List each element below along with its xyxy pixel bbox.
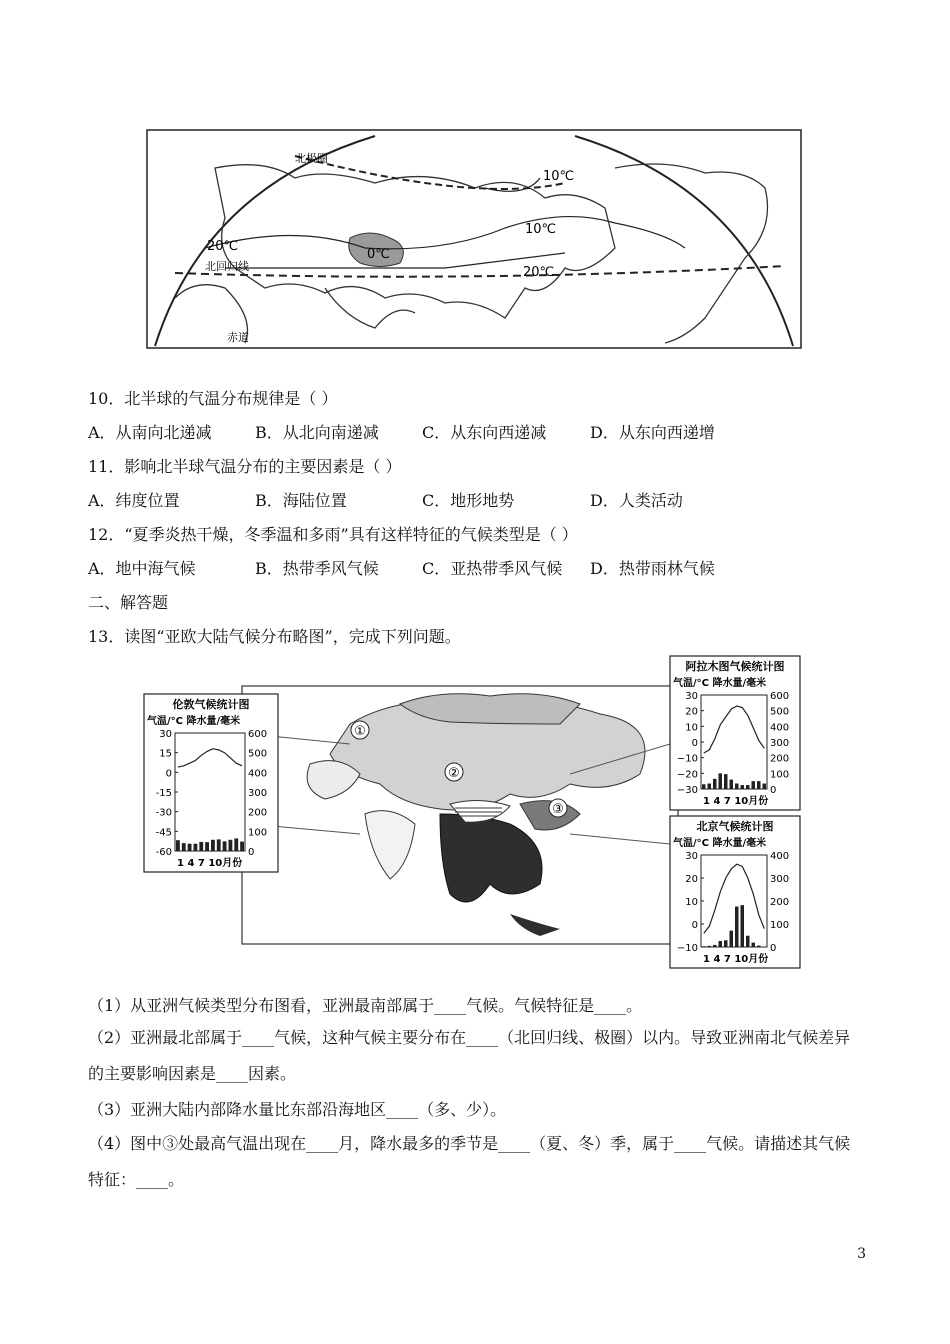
- beijing-left-tick: 30: [685, 851, 698, 862]
- london-right-tick: 500: [248, 748, 268, 760]
- almaty-precip-bar: [757, 781, 761, 789]
- label-20c-b: 20℃: [523, 265, 555, 280]
- label-equator: 赤道: [227, 331, 249, 344]
- london-precip-bar: [182, 843, 186, 851]
- almaty-precip-bar: [763, 784, 767, 789]
- london-left-tick: -45: [155, 827, 172, 839]
- almaty-left-tick: −20: [676, 769, 698, 781]
- beijing-title: 北京气候统计图: [696, 820, 774, 833]
- almaty-left-tick: 0: [691, 738, 698, 749]
- almaty-precip-bar: [719, 773, 723, 789]
- q13-stem: 13．读图“亚欧大陆气候分布略图”，完成下列问题。: [88, 627, 461, 646]
- q12-option-c[interactable]: C．亚热带季风气候: [422, 559, 563, 578]
- beijing-precip-bar: [719, 941, 723, 947]
- london-right-tick: 300: [248, 788, 268, 799]
- london-precip-bar: [188, 844, 192, 851]
- almaty-right-tick: 200: [770, 753, 790, 765]
- subq-4: （4）图中③处最高气温出现在____月，降水最多的季节是____（夏、冬）季，属于____气候。请描述其气候特征：____。: [88, 1134, 851, 1189]
- label-10c-b: 10℃: [525, 222, 557, 237]
- almaty-x-label: 1 4 7 10月份: [703, 796, 769, 807]
- beijing-left-tick: 20: [685, 874, 698, 885]
- london-precip-bar: [240, 842, 244, 851]
- beijing-right-tick: 300: [770, 874, 790, 885]
- almaty-precip-bar: [730, 780, 734, 789]
- almaty-left-tick: 10: [685, 722, 698, 734]
- almaty-left-tick: 20: [685, 706, 698, 718]
- almaty-right-tick: 100: [770, 769, 790, 781]
- q11-stem: 11．影响北半球气温分布的主要因素是（ ）: [88, 457, 402, 476]
- london-right-tick: 600: [248, 729, 268, 740]
- beijing-precip-bar: [735, 907, 739, 947]
- london-left-tick: 15: [159, 748, 172, 760]
- beijing-precip-bar: [757, 946, 761, 947]
- london-precip-bar: [223, 841, 227, 851]
- q11-option-c[interactable]: C．地形地势: [422, 491, 515, 510]
- subq-2: （2）亚洲最北部属于____气候，这种气候主要分布在____（北回归线、极圈）以内。导致亚洲南北气候差异的主要影响因素是____因素。: [88, 1028, 851, 1083]
- beijing-right-tick: 100: [770, 920, 790, 931]
- london-title: 伦敦气候统计图: [172, 698, 250, 711]
- label-0c: 0℃: [367, 247, 390, 262]
- almaty-right-tick: 500: [770, 706, 790, 718]
- london-precip-bar: [176, 840, 180, 851]
- label-tropic-cancer: 北回归线: [205, 260, 249, 273]
- london-precip-bar: [194, 844, 198, 851]
- london-right-tick: 100: [248, 827, 268, 839]
- beijing-axis-label: 气温/°C 降水量/毫米: [673, 838, 767, 849]
- beijing-precip-bar: [708, 946, 712, 947]
- london-x-label: 1 4 7 10月份: [177, 858, 243, 869]
- section-heading: 二、解答题: [88, 593, 169, 612]
- svg-text:②: ②: [448, 766, 460, 781]
- london-right-tick: 200: [248, 807, 268, 819]
- isotherm-map: [145, 128, 803, 350]
- almaty-axis-label: 气温/°C 降水量/毫米: [673, 678, 767, 689]
- almaty-precip-bar: [713, 779, 717, 789]
- beijing-precip-bar: [724, 940, 728, 947]
- almaty-precip-bar: [724, 774, 728, 789]
- eurasia-climate-map: [240, 684, 680, 948]
- almaty-precip-bar: [735, 784, 739, 789]
- beijing-precip-bar: [741, 905, 745, 947]
- label-20c-a: 20℃: [207, 239, 239, 254]
- q12-option-d[interactable]: D．热带雨林气候: [590, 559, 715, 578]
- london-precip-bar: [205, 842, 209, 851]
- london-precip-bar: [199, 842, 203, 851]
- q10-option-a[interactable]: A．从南向北递减: [88, 423, 212, 442]
- almaty-right-tick: 300: [770, 738, 790, 749]
- q10-stem: 10．北半球的气温分布规律是（ ）: [88, 389, 338, 408]
- beijing-left-tick: 10: [685, 897, 698, 908]
- label-arctic-circle: 北极圈: [295, 152, 328, 165]
- q11-option-a[interactable]: A．纬度位置: [88, 491, 180, 510]
- almaty-right-tick: 0: [770, 785, 777, 796]
- almaty-precip-bar: [752, 781, 756, 789]
- london-left-tick: -30: [155, 807, 172, 819]
- beijing-left-tick: −10: [676, 943, 698, 954]
- beijing-x-label: 1 4 7 10月份: [703, 954, 769, 965]
- q12-option-a[interactable]: A．地中海气候: [88, 559, 196, 578]
- beijing-precip-bar: [702, 946, 706, 947]
- beijing-right-tick: 400: [770, 851, 790, 862]
- london-left-tick: -15: [155, 788, 172, 799]
- subq-1: （1）从亚洲气候类型分布图看，亚洲最南部属于____气候。气候特征是____。: [88, 996, 643, 1015]
- beijing-precip-bar: [746, 936, 750, 947]
- q10-option-b[interactable]: B．从北向南递减: [255, 423, 379, 442]
- london-left-tick: -60: [155, 847, 172, 858]
- q10-option-d[interactable]: D．从东向西递增: [590, 423, 715, 442]
- almaty-climate-chart: [669, 655, 801, 811]
- q10-option-c[interactable]: C．从东向西递减: [422, 423, 547, 442]
- almaty-left-tick: −10: [676, 753, 698, 765]
- q12-stem: 12．“夏季炎热干燥，冬季温和多雨”具有这样特征的气候类型是（ ）: [88, 525, 578, 544]
- almaty-right-tick: 600: [770, 691, 790, 702]
- almaty-right-tick: 400: [770, 722, 790, 734]
- london-left-tick: 0: [165, 768, 172, 780]
- beijing-left-tick: 0: [691, 920, 698, 931]
- london-climate-chart: [143, 693, 279, 873]
- beijing-right-tick: 0: [770, 943, 777, 954]
- almaty-precip-bar: [702, 784, 706, 789]
- london-precip-bar: [211, 840, 215, 851]
- beijing-precip-bar: [752, 943, 756, 947]
- almaty-precip-bar: [746, 785, 750, 789]
- london-right-tick: 0: [248, 847, 255, 858]
- beijing-right-tick: 200: [770, 897, 790, 908]
- almaty-left-tick: 30: [685, 691, 698, 702]
- page-number: 3: [857, 1246, 866, 1262]
- svg-text:③: ③: [552, 802, 564, 817]
- q11-option-b[interactable]: B．海陆位置: [255, 491, 347, 510]
- almaty-precip-bar: [708, 784, 712, 789]
- london-left-tick: 30: [159, 729, 172, 740]
- almaty-precip-bar: [741, 785, 745, 789]
- london-right-tick: 400: [248, 768, 268, 780]
- beijing-precip-bar: [730, 931, 734, 947]
- london-axis-label: 气温/°C 降水量/毫米: [147, 716, 241, 727]
- london-precip-bar: [217, 839, 221, 851]
- label-10c-a: 10℃: [543, 169, 575, 184]
- almaty-left-tick: −30: [676, 785, 698, 796]
- subq-3: （3）亚洲大陆内部降水量比东部沿海地区____（多、少）。: [88, 1100, 507, 1119]
- q12-option-b[interactable]: B．热带季风气候: [255, 559, 379, 578]
- beijing-precip-bar: [713, 945, 717, 947]
- almaty-title: 阿拉木图气候统计图: [685, 660, 785, 673]
- london-precip-bar: [234, 838, 238, 851]
- beijing-climate-chart: [669, 815, 801, 969]
- q11-option-d[interactable]: D．人类活动: [590, 491, 683, 510]
- london-precip-bar: [229, 840, 233, 851]
- svg-text:①: ①: [354, 724, 366, 739]
